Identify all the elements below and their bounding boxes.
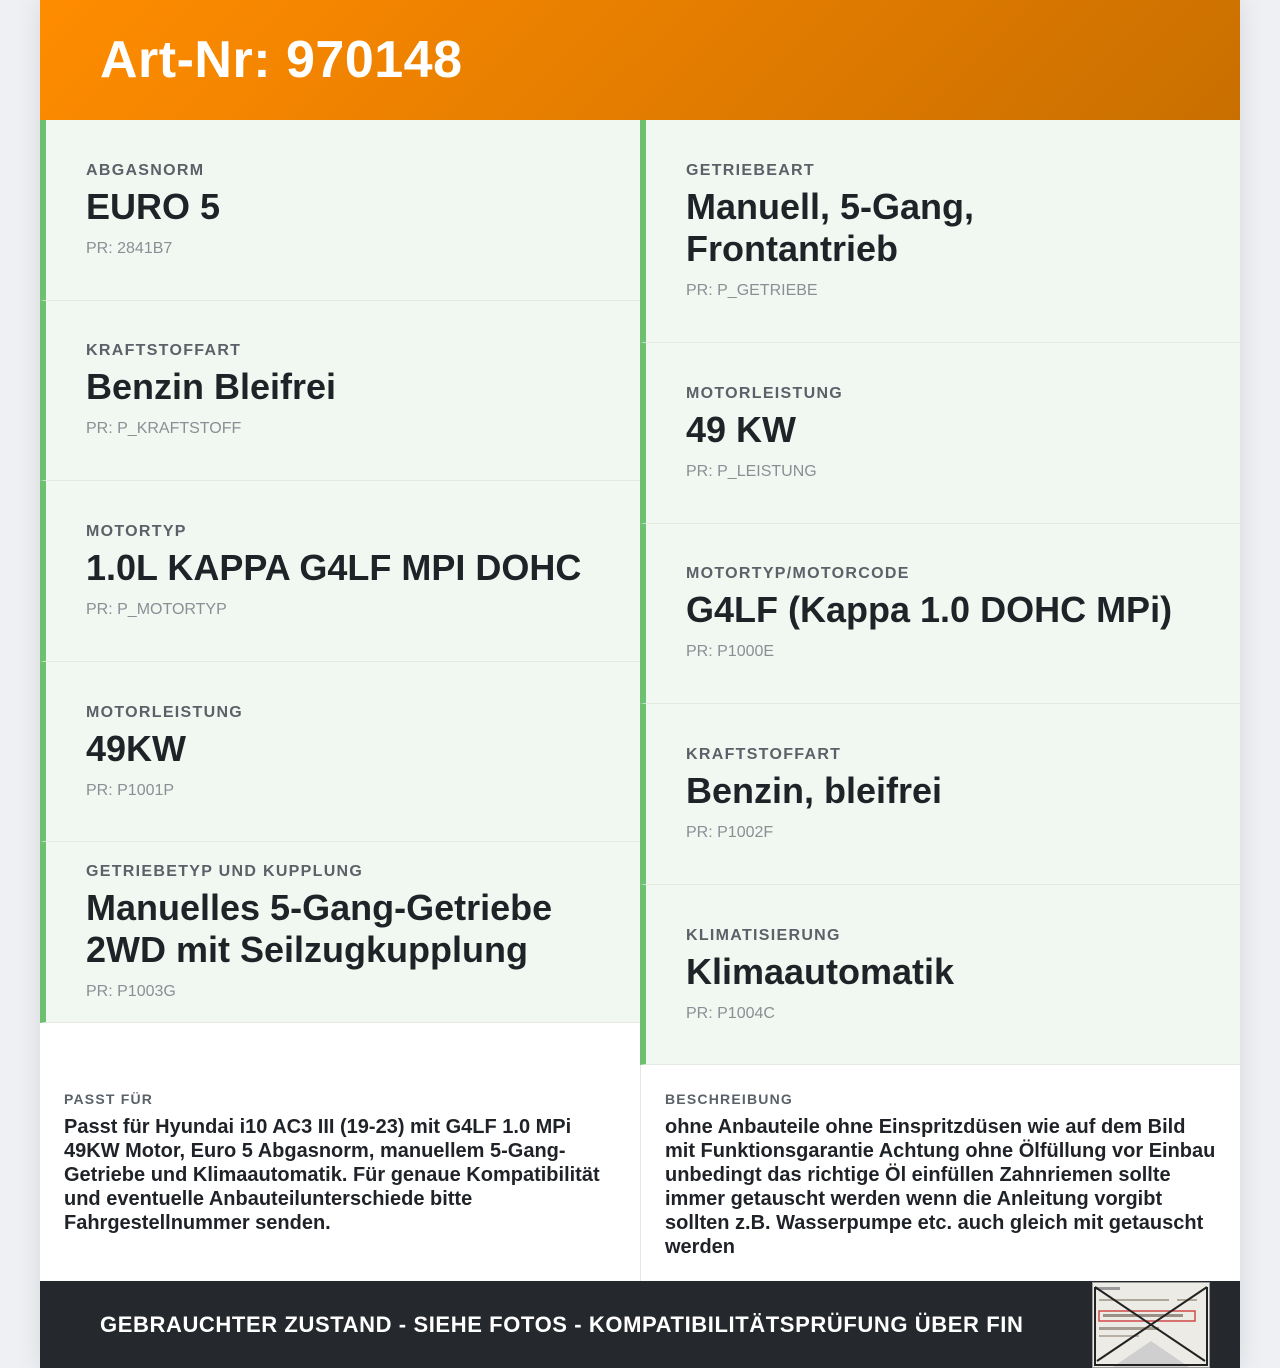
description-label: BESCHREIBUNG [665, 1091, 793, 1108]
fits-text: Passt für Hyundai i10 AC3 III (19-23) mit G4LF 1.0 MPi 49KW Motor, Euro 5 Abgasnorm, manuellem 5-Gang-Getriebe und Klimaautomatik. Für genaue Kompatibilität und eventuelle Anbauteilunterschiede bitte Fahrgestellnummer senden. [64, 1116, 600, 1235]
spec-label: MOTORLEISTUNG [686, 384, 844, 402]
spec-card-kraftstoffart-2 [640, 704, 1240, 885]
spec-grid [40, 120, 1240, 1065]
registration-document-thumbnail-icon [1092, 1282, 1210, 1368]
spec-value: 49 KW [686, 408, 797, 450]
spec-card-motortyp [40, 481, 640, 662]
spec-code: PR: P1002F [686, 823, 774, 841]
spec-label: KRAFTSTOFFART [686, 745, 842, 763]
spec-label: MOTORTYP [86, 522, 187, 540]
spec-code: PR: P_KRAFTSTOFF [86, 420, 242, 438]
spec-code: PR: P1001P [86, 781, 175, 799]
spec-code: PR: 2841B7 [86, 239, 173, 257]
spec-label: GETRIEBEART [686, 162, 815, 179]
spec-code: PR: P1000E [686, 643, 775, 661]
spec-value: 1.0L KAPPA G4LF MPI DOHC [86, 546, 582, 588]
spec-card-motorleistung-2 [640, 343, 1240, 524]
spec-card-motorcode [640, 524, 1240, 705]
spec-card-abgasnorm [40, 120, 640, 301]
fits-box [40, 1065, 640, 1283]
spec-label: KRAFTSTOFFART [86, 342, 242, 360]
spec-label: MOTORTYP/MOTORCODE [686, 565, 910, 583]
spec-value: Manuelles 5-Gang-Getriebe 2WD mit Seilzugkupplung [86, 887, 553, 971]
description-text: ohne Anbauteile ohne Einspritzdüsen wie auf dem Bild mit Funktionsgarantie Achtung ohne Ölfüllung vor Einbau unbedingt das richtige Öl einfüllen Zahnriemen sollte immer getauscht werden wenn die Anleitung vorgibt sollten z.B. Wasserpumpe etc. auch gleich mit getauscht werden [665, 1116, 1216, 1259]
spec-label: ABGASNORM [86, 161, 205, 179]
spec-value: G4LF (Kappa 1.0 DOHC MPi) [686, 589, 1173, 631]
spec-value: Manuell, 5-Gang, Frontantrieb [686, 186, 975, 269]
product-sheet [40, 0, 1240, 1368]
article-number-title: Art-Nr: 970148 [100, 31, 463, 89]
spec-code: PR: P_MOTORTYP [86, 600, 227, 618]
spec-column-right [640, 120, 1240, 1065]
spec-code: PR: P1003G [86, 983, 176, 1001]
spec-label: KLIMATISIERUNG [686, 926, 841, 944]
spec-value: Benzin Bleifrei [86, 366, 337, 408]
description-box [640, 1065, 1240, 1283]
spec-value: Benzin, bleifrei [686, 769, 943, 811]
info-section [40, 1065, 1240, 1283]
spec-code: PR: P_LEISTUNG [686, 462, 817, 480]
footer-condition-text: GEBRAUCHTER ZUSTAND - SIEHE FOTOS - KOMPATIBILITÄTSPRÜFUNG ÜBER FIN [100, 1311, 1024, 1337]
spec-column-left [40, 120, 640, 1065]
spec-card-getriebetyp [40, 842, 640, 1023]
spec-value: 49KW [86, 727, 187, 769]
spec-card-getriebeart [640, 120, 1240, 343]
footer-bar [40, 1281, 1240, 1368]
spec-card-klimatisierung [640, 885, 1240, 1066]
spec-value: Klimaautomatik [686, 950, 955, 992]
spec-code: PR: P_GETRIEBE [686, 282, 818, 299]
spec-value: EURO 5 [86, 185, 221, 227]
spec-label: MOTORLEISTUNG [86, 703, 244, 721]
spec-label: GETRIEBETYP UND KUPPLUNG [86, 863, 364, 881]
spec-code: PR: P1004C [686, 1004, 775, 1022]
spec-card-kraftstoffart [40, 301, 640, 482]
fits-label: PASST FÜR [64, 1091, 154, 1108]
header-banner [40, 0, 1240, 120]
spec-card-motorleistung [40, 662, 640, 843]
